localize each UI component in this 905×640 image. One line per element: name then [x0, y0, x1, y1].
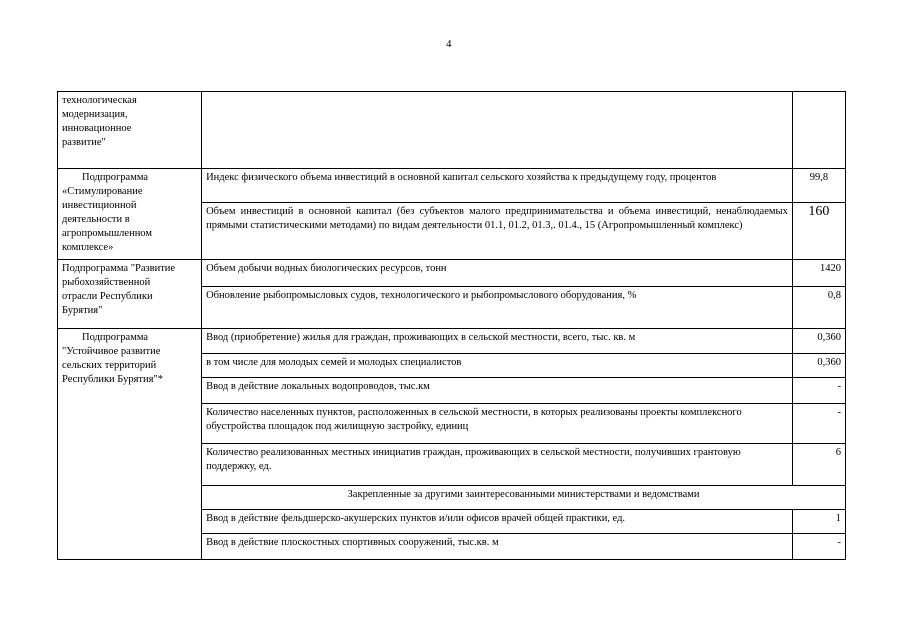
- indicator-cell: Количество реализованных местных инициатив граждан, проживающих в сельской местности, получивших грантовую поддержку, ед.: [202, 444, 793, 486]
- program-cell: Подпрограмма "Устойчивое развитие сельских территорий Республики Бурятия"*: [58, 329, 202, 560]
- value-cell: 0,8: [792, 287, 845, 329]
- program-cell: Подпрограмма «Стимулирование инвестиционной деятельности в агропромышленном комплексе»: [58, 169, 202, 260]
- value-cell: 6: [792, 444, 845, 486]
- value-cell: 99,8: [792, 169, 845, 203]
- table-row: [58, 260, 846, 287]
- page-number: 4: [446, 38, 452, 50]
- value-cell: -: [792, 378, 845, 404]
- indicator-cell: Количество населенных пунктов, расположенных в сельской местности, в которых реализованы проекты комплексного обустройства площадок под жилищную застройку, единиц: [202, 404, 793, 444]
- indicator-cell: [202, 92, 793, 169]
- value-cell: 0,360: [792, 354, 845, 378]
- indicators-table: [57, 91, 846, 560]
- indicator-cell: Ввод в действие локальных водопроводов, тыс.км: [202, 378, 793, 404]
- value-cell: 0,360: [792, 329, 845, 354]
- value-cell: [792, 92, 845, 169]
- program-cell: Подпрограмма "Развитие рыбохозяйственной отрасли Республики Бурятия": [58, 260, 202, 329]
- value-cell: 160: [792, 203, 845, 260]
- indicator-cell: в том числе для молодых семей и молодых специалистов: [202, 354, 793, 378]
- table-row: [58, 92, 846, 169]
- indicator-cell: Ввод в действие фельдшерско-акушерских пунктов и/или офисов врачей общей практики, ед.: [202, 510, 793, 534]
- program-cell: технологическая модернизация, инновационное развитие": [58, 92, 202, 169]
- value-cell: -: [792, 404, 845, 444]
- value-cell: 1420: [792, 260, 845, 287]
- indicator-cell: Индекс физического объема инвестиций в основной капитал сельского хозяйства к предыдущему году, процентов: [202, 169, 793, 203]
- value-cell: 1: [792, 510, 845, 534]
- indicator-cell: Объем добычи водных биологических ресурсов, тонн: [202, 260, 793, 287]
- value-cell: -: [792, 534, 845, 560]
- indicator-cell: Объем инвестиций в основной капитал (без субъектов малого предпринимательства и объема инвестиций, ненаблюдаемых прямыми статистическими методами) по видам деятельности 01.1, 01.2, 01.3,. 01.4., 15 (Агропромышленный комплекс): [202, 203, 793, 260]
- table-row: [58, 169, 846, 203]
- indicator-cell: Обновление рыбопромысловых судов, технологического и рыбопромыслового оборудования, %: [202, 287, 793, 329]
- indicator-cell: Ввод (приобретение) жилья для граждан, проживающих в сельской местности, всего, тыс. кв. м: [202, 329, 793, 354]
- indicator-cell: Ввод в действие плоскостных спортивных сооружений, тыс.кв. м: [202, 534, 793, 560]
- section-subheader: Закрепленные за другими заинтересованными министерствами и ведомствами: [202, 486, 846, 510]
- table-row: [58, 329, 846, 354]
